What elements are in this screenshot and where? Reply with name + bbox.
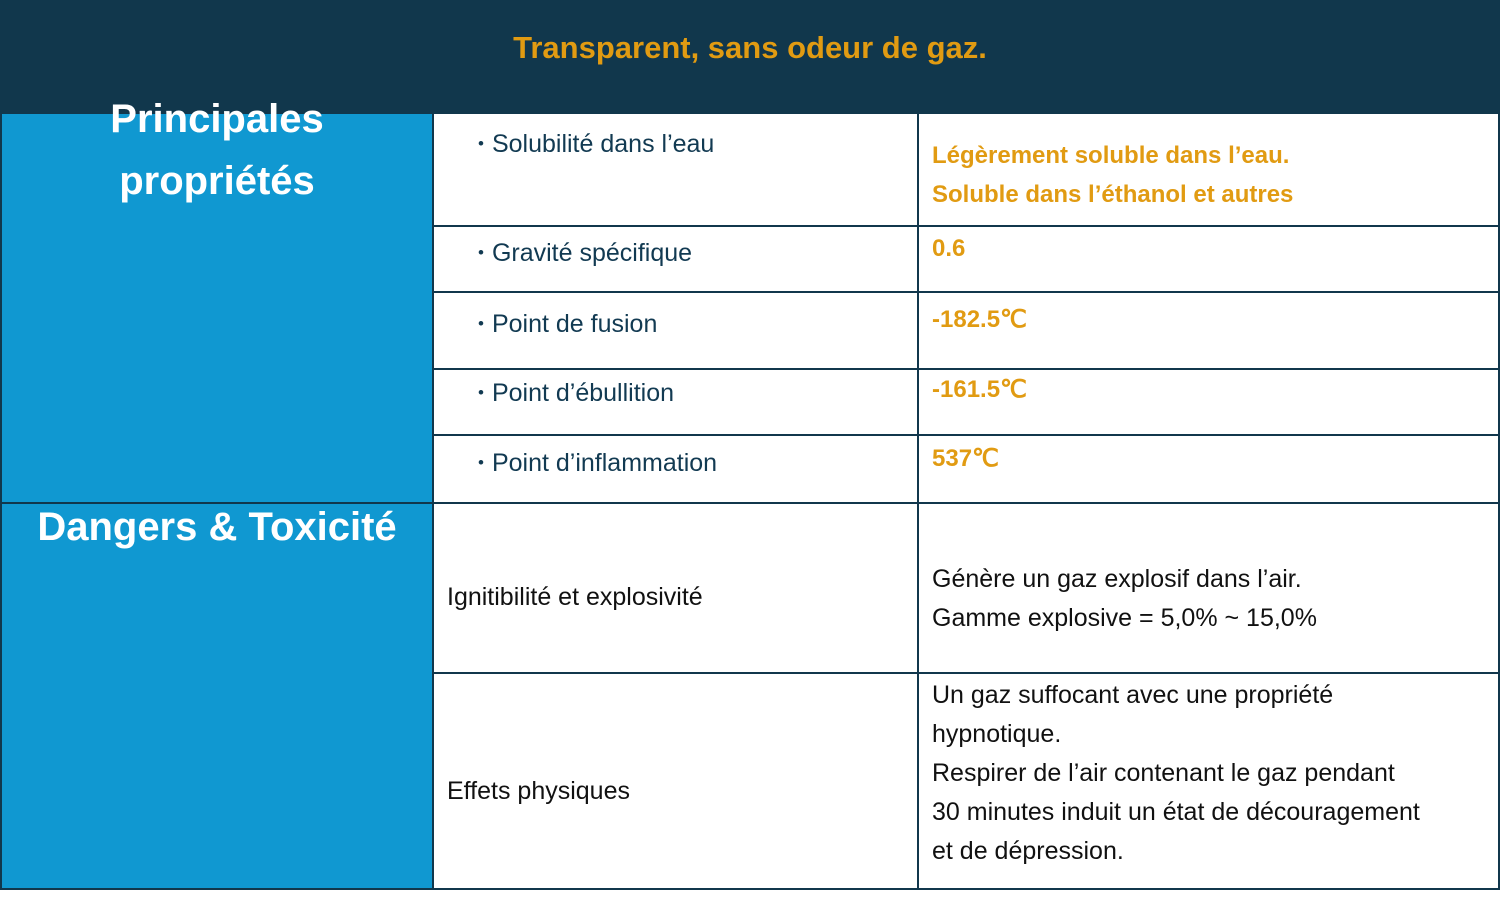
value-cell: [918, 113, 1499, 226]
category-label-line1: Principales: [110, 97, 324, 141]
specific-gravity-value: 0.6: [932, 235, 966, 262]
properties-table: [0, 97, 1500, 890]
table-row: [1, 503, 1499, 673]
solubility-value-line2: Soluble dans l’éthanol et autres: [932, 181, 1294, 208]
melting-point-value: -182.5℃: [932, 306, 1028, 333]
value-cell: [918, 292, 1499, 369]
value-cell: [918, 226, 1499, 292]
boiling-point-value: -161.5℃: [932, 376, 1028, 403]
property-cell: [433, 503, 918, 673]
property-cell: [433, 369, 918, 435]
solubility-value-line1: Légèrement soluble dans l’eau.: [932, 142, 1290, 169]
category-main-properties: [1, 97, 433, 503]
property-cell: [433, 113, 918, 226]
property-physical-effects-label: Effets physiques: [447, 777, 630, 805]
property-specific-gravity-label: • Gravité spécifique: [478, 239, 692, 268]
property-cell: [433, 435, 918, 503]
property-cell: [433, 292, 918, 369]
value-cell: [918, 435, 1499, 503]
property-flash-point-label: • Point d’inflammation: [478, 449, 717, 478]
property-melting-point-label: • Point de fusion: [478, 310, 657, 339]
property-cell: [433, 673, 918, 889]
value-cell: [918, 503, 1499, 673]
ignitability-line-1: Génère un gaz explosif dans l’air.: [932, 565, 1302, 593]
physical-effects-line-3: Respirer de l’air contenant le gaz pendant: [932, 759, 1395, 787]
property-boiling-point-label: • Point d’ébullition: [478, 379, 674, 408]
property-solubility-label: • Solubilité dans l’eau: [478, 130, 714, 159]
property-cell: [433, 226, 918, 292]
physical-effects-line-4: 30 minutes induit un état de découragement: [932, 798, 1420, 826]
category-hazards: [1, 503, 433, 889]
value-cell: [918, 673, 1499, 889]
property-ignitability-label: Ignitibilité et explosivité: [447, 583, 703, 611]
ignitability-line-2: Gamme explosive = 5,0% ~ 15,0%: [932, 604, 1317, 632]
category-label-line2: propriétés: [119, 159, 315, 203]
physical-effects-line-1: Un gaz suffocant avec une propriété: [932, 681, 1334, 709]
physical-effects-line-5: et de dépression.: [932, 837, 1124, 865]
category-hazards-label: Dangers & Toxicité: [37, 505, 397, 549]
table-row: [1, 113, 1499, 226]
page-title: Transparent, sans odeur de gaz.: [513, 30, 987, 65]
flash-point-value: 537℃: [932, 445, 999, 472]
value-cell: [918, 369, 1499, 435]
physical-effects-line-2: hypnotique.: [932, 720, 1062, 748]
